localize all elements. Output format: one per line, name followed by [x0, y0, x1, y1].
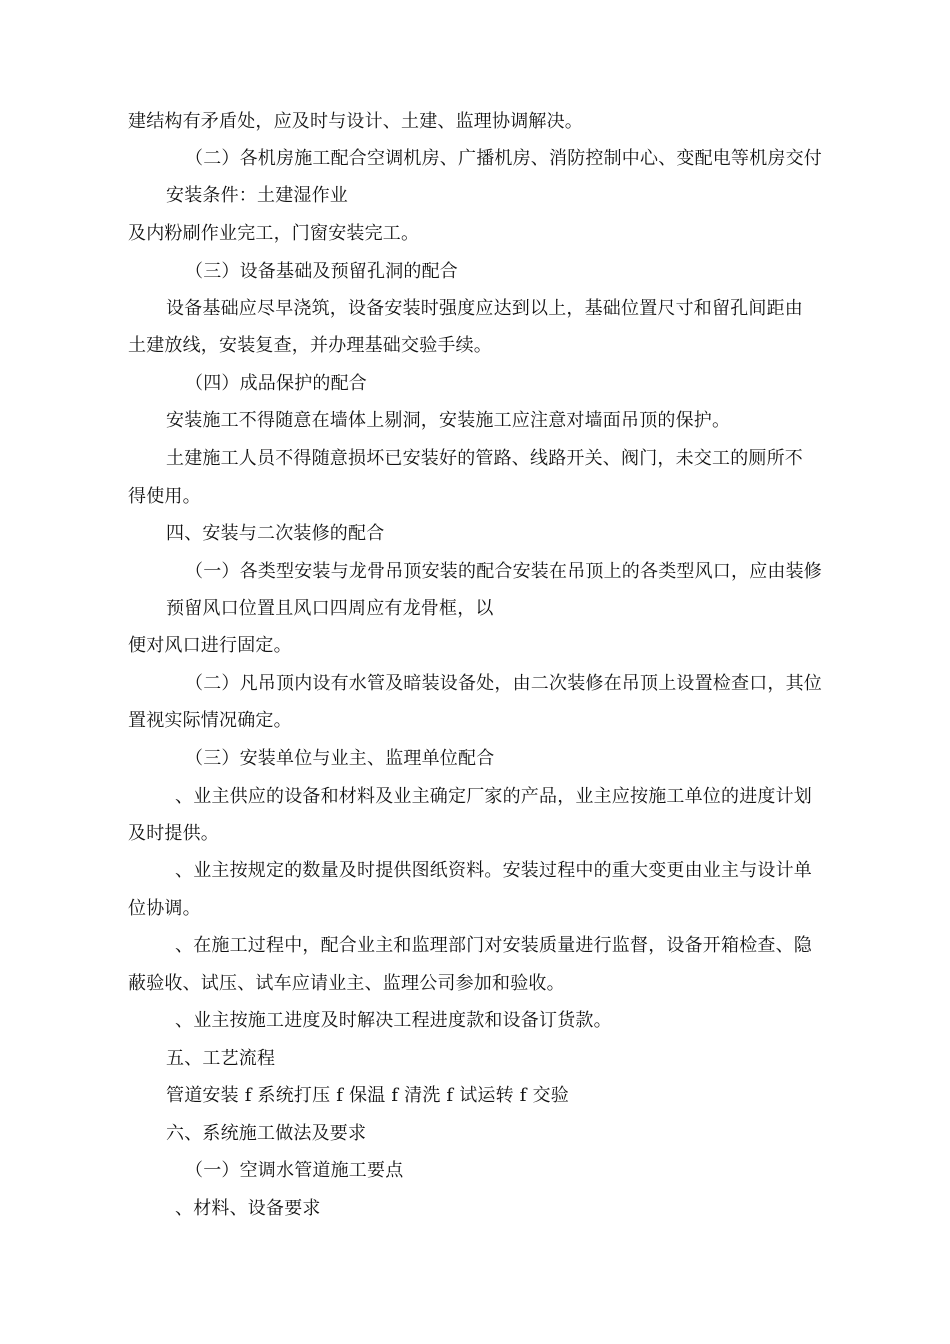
text-line-19: 、业主供应的设备和材料及业主确定厂家的产品，业主应按施工单位的进度计划	[175, 786, 812, 807]
text-line-7: 土建放线，安装复查，并办理基础交验手续。	[128, 335, 492, 356]
text-line-23: 、在施工过程中，配合业主和监理部门对安装质量进行监督，设备开箱检查、隐	[175, 935, 812, 956]
text-line-16: （二）凡吊顶内设有水管及暗装设备处，由二次装修在吊顶上设置检查口，其位	[185, 673, 822, 694]
text-line-13: （一）各类型安装与龙骨吊顶安装的配合安装在吊顶上的各类型风口，应由装修	[185, 561, 822, 582]
text-line-25: 、业主按施工进度及时解决工程进度款和设备订货款。	[175, 1010, 612, 1031]
text-line-4: 及内粉刷作业完工，门窗安装完工。	[128, 223, 420, 244]
text-line-2: （二）各机房施工配合空调机房、广播机房、消防控制中心、变配电等机房交付	[185, 148, 822, 169]
text-line-30: 、材料、设备要求	[175, 1198, 321, 1219]
chapter-heading: 五、工艺流程	[166, 1048, 276, 1069]
section-heading: （三）安装单位与业主、监理单位配合	[185, 748, 495, 769]
chapter-heading: 六、系统施工做法及要求	[166, 1123, 367, 1144]
text-line-20: 及时提供。	[128, 823, 219, 844]
text-line-17: 置视实际情况确定。	[128, 710, 292, 731]
process-flow: 管道安装 f 系统打压 f 保温 f 清洗 f 试运转 f 交验	[166, 1085, 569, 1106]
text-line-22: 位协调。	[128, 898, 201, 919]
text-line-24: 蔽验收、试压、试车应请业主、监理公司参加和验收。	[128, 973, 565, 994]
section-heading: （四）成品保护的配合	[185, 373, 367, 394]
text-line-14: 预留风口位置且风口四周应有龙骨框，以	[166, 598, 494, 619]
section-heading: （一）空调水管道施工要点	[185, 1160, 404, 1181]
text-line-3: 安装条件：土建湿作业	[166, 185, 348, 206]
chapter-heading: 四、安装与二次装修的配合	[166, 523, 385, 544]
text-line-9: 安装施工不得随意在墙体上剔洞，安装施工应注意对墙面吊顶的保护。	[166, 410, 731, 431]
text-line-6: 设备基础应尽早浇筑，设备安装时强度应达到以上，基础位置尺寸和留孔间距由	[166, 298, 803, 319]
text-line-21: 、业主按规定的数量及时提供图纸资料。安装过程中的重大变更由业主与设计单	[175, 860, 812, 881]
text-line-10: 土建施工人员不得随意损坏已安装好的管路、线路开关、阀门，未交工的厕所不	[166, 448, 803, 469]
text-line-11: 得使用。	[128, 486, 201, 507]
text-line-15: 便对风口进行固定。	[128, 635, 292, 656]
text-line-1: 建结构有矛盾处，应及时与设计、土建、监理协调解决。	[128, 111, 583, 132]
section-heading: （三）设备基础及预留孔洞的配合	[185, 261, 458, 282]
